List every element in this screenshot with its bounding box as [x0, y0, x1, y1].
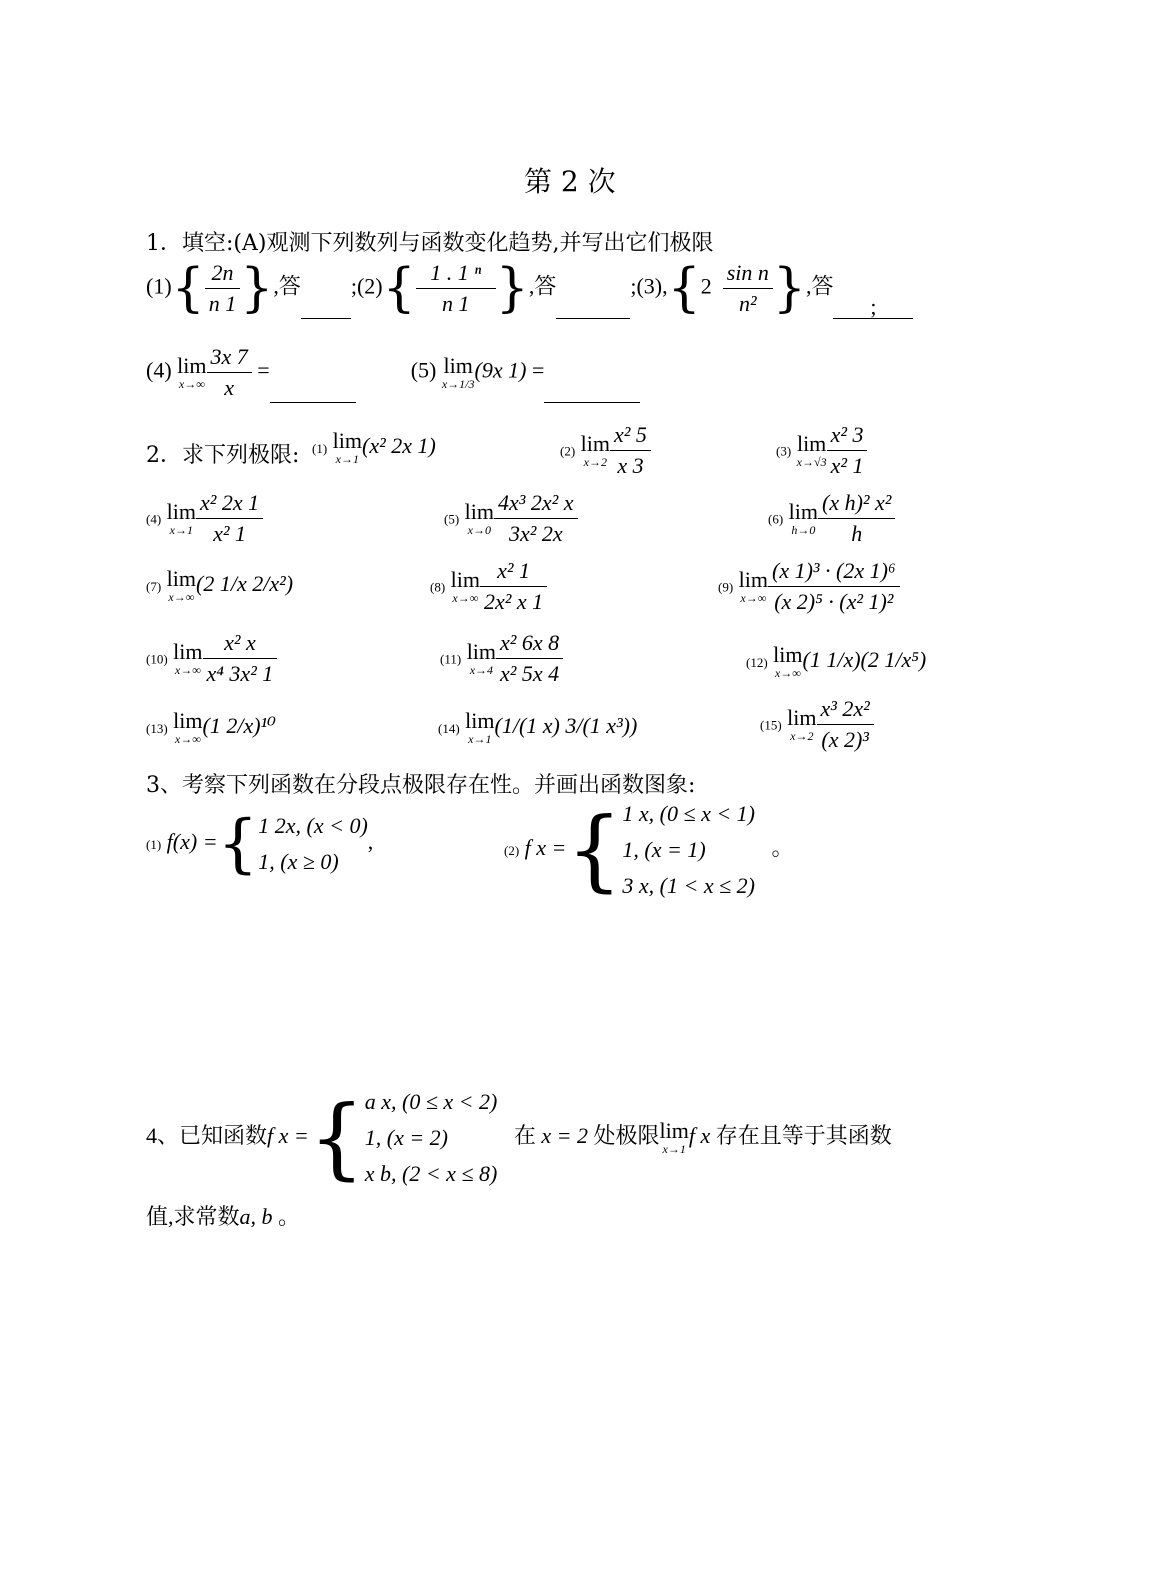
case-row: 3 x, (1 < x ≤ 2)	[622, 873, 756, 898]
punctuation: 。	[278, 1204, 301, 1229]
q1-p3-fraction	[723, 258, 773, 319]
item-fraction	[827, 420, 868, 481]
q2-item-1	[312, 430, 436, 466]
lim-subscript: x→∞	[774, 666, 801, 680]
fraction-denominator: x² 5x 4	[500, 661, 560, 686]
fraction-numerator: 2n	[205, 258, 241, 289]
lim-subscript: x→4	[469, 662, 494, 677]
fraction-denominator: (x 2)⁵ · (x² 1)²	[774, 589, 894, 614]
item-label: (15)	[760, 717, 782, 733]
punctuation: ,	[367, 829, 374, 855]
q4-constants: a, b	[239, 1204, 273, 1229]
lim-text: lim	[166, 498, 197, 524]
answer-label: ,答	[273, 273, 301, 299]
lim-subscript: x→∞	[168, 590, 195, 604]
fraction-denominator: x² 1	[830, 453, 864, 478]
q2-item-11	[440, 628, 563, 689]
item-label: (12)	[746, 655, 768, 671]
item-label: (10)	[146, 651, 168, 667]
lim-text: lim	[788, 498, 819, 524]
item-label: (13)	[146, 721, 168, 737]
item-label: (11)	[440, 651, 462, 667]
q2-item-10	[146, 628, 277, 689]
lim-text: lim	[166, 566, 197, 591]
lim-subscript: x→1	[335, 452, 359, 466]
limit-operator	[465, 710, 494, 746]
left-brace-icon: {	[308, 1086, 365, 1189]
function-lhs: f(x) =	[166, 829, 218, 855]
lim-subscript: x→√3	[796, 454, 827, 469]
item-label: (8)	[430, 579, 446, 595]
lim-subscript: x→∞	[174, 662, 201, 677]
fraction-numerator: 3x 7	[207, 342, 252, 373]
separator: ;(3),	[630, 273, 668, 299]
q4-fx: f x	[688, 1123, 711, 1149]
q4-condition: x = 2	[541, 1123, 588, 1149]
lim-text: lim	[464, 498, 495, 524]
fraction-denominator: x 3	[617, 453, 644, 478]
q1-p2-fraction	[416, 258, 496, 319]
equals-sign: =	[531, 357, 545, 383]
lim-text: lim	[173, 638, 203, 664]
cases-block	[258, 808, 368, 880]
q2-item-13	[146, 710, 276, 746]
fraction-numerator: x² 3	[827, 420, 868, 451]
fraction-denominator: x² 1	[213, 521, 247, 546]
answer-label: ,答	[528, 273, 557, 299]
limit-operator	[464, 498, 495, 537]
lim-text: lim	[659, 1118, 689, 1143]
fraction-numerator: x² 6x 8	[496, 628, 563, 659]
answer-label: ,答	[805, 273, 834, 299]
case-row: 1 x, (0 ≤ x < 1)	[622, 801, 756, 826]
q2-item-9	[718, 556, 900, 617]
item-fraction	[818, 488, 895, 549]
fraction-denominator: n 1	[208, 291, 237, 316]
q2-item-8	[430, 556, 547, 617]
q1-p4-label: (4)	[146, 357, 172, 383]
lim-text: lim	[796, 430, 827, 456]
limit-operator	[167, 568, 196, 604]
lim-text: lim	[332, 428, 363, 453]
lim-subscript: x→∞	[452, 590, 479, 605]
item-fraction	[817, 694, 874, 755]
lim-subscript: x→2	[790, 728, 814, 743]
q4-text: 在	[513, 1123, 536, 1149]
q2-item-4	[146, 488, 263, 549]
left-brace-icon: {	[667, 258, 701, 319]
fraction-numerator: x² x	[203, 628, 278, 659]
item-label: (14)	[438, 721, 460, 737]
fraction-numerator: sin n	[723, 258, 773, 289]
limit-operator	[773, 644, 802, 680]
lim-subscript: x→∞	[178, 376, 205, 391]
question-2-header: 2．求下列极限:	[146, 443, 300, 468]
page-title: 第 2 次	[524, 165, 616, 198]
fraction-numerator: x³ 2x²	[817, 694, 874, 725]
lim-text: lim	[773, 642, 803, 667]
item-expression: (1 1/x)(2 1/x⁵)	[802, 647, 927, 673]
fraction-denominator: n 1	[441, 291, 470, 316]
answer-blank-4[interactable]	[270, 378, 356, 403]
right-brace-icon: }	[772, 258, 806, 319]
left-brace-icon: {	[217, 807, 259, 881]
q4-lead-text: 4、已知函数	[146, 1123, 268, 1149]
lim-text: lim	[465, 708, 495, 733]
fraction-denominator: (x 2)³	[821, 727, 869, 752]
left-brace-icon: {	[566, 798, 623, 901]
right-brace-icon: }	[495, 258, 529, 319]
item-fraction	[203, 628, 278, 689]
q4-text: 存在且等于其函数	[715, 1123, 892, 1149]
limit-operator	[173, 638, 203, 677]
limit-operator	[450, 566, 481, 605]
question-1-line-2	[146, 342, 640, 403]
q1-p4-fraction	[207, 342, 252, 403]
q1-p5-expression: (9x 1)	[474, 357, 527, 383]
item-label: (1)	[146, 837, 162, 853]
lim-subscript: x→1	[169, 522, 193, 537]
item-label: (2)	[560, 443, 576, 459]
limit-operator	[441, 352, 475, 391]
fraction-numerator: x² 1	[480, 556, 547, 587]
q2-item-3	[776, 420, 867, 481]
q2-item-6	[768, 488, 895, 549]
case-row: a x, (0 ≤ x < 2)	[364, 1089, 498, 1114]
lim-text: lim	[738, 566, 769, 592]
limit-operator	[166, 498, 197, 537]
lim-subscript: x→∞	[174, 732, 201, 746]
item-label: (5)	[444, 511, 460, 527]
limit-operator	[333, 430, 362, 466]
fraction-denominator: h	[851, 521, 863, 546]
fraction-numerator: (x 1)³ · (2x 1)⁶	[768, 556, 900, 587]
q2-item-7	[146, 568, 293, 604]
q2-item-2	[560, 420, 651, 481]
item-label: (3)	[776, 443, 792, 459]
semicolon: ;	[870, 294, 877, 319]
item-expression: (1 2/x)¹⁰	[202, 713, 276, 739]
case-row: 1, (x = 2)	[364, 1125, 449, 1150]
lim-text: lim	[466, 638, 497, 664]
item-label: (4)	[146, 511, 162, 527]
lim-subscript: h→0	[791, 522, 816, 537]
item-label: (9)	[718, 579, 734, 595]
lim-subscript: x→1/3	[441, 376, 475, 391]
fraction-denominator: x⁴ 3x² 1	[206, 661, 274, 686]
item-fraction	[496, 628, 563, 689]
q1-p1-label: (1)	[146, 273, 172, 299]
limit-operator	[177, 352, 207, 391]
lim-subscript: x→1	[662, 1142, 686, 1156]
item-expression: (1/(1 x) 3/(1 x³))	[494, 713, 638, 739]
case-row: 1, (x ≥ 0)	[258, 849, 339, 874]
lim-text: lim	[787, 704, 817, 730]
lim-subscript: x→1	[468, 732, 492, 746]
q2-item-15	[760, 694, 874, 755]
lim-text: lim	[173, 708, 203, 733]
case-row: 1, (x = 1)	[622, 837, 706, 862]
item-fraction	[494, 488, 578, 549]
question-1-line-1	[146, 258, 913, 319]
punctuation: 。	[771, 835, 794, 861]
question-4-line-2	[146, 1200, 300, 1231]
fraction-denominator: n²	[738, 291, 757, 316]
answer-blank-5[interactable]	[544, 378, 640, 403]
lim-subscript: x→0	[467, 522, 491, 537]
answer-blank-1[interactable]	[301, 294, 351, 319]
lim-text: lim	[450, 566, 481, 592]
limit-operator	[796, 430, 827, 469]
lim-text: lim	[177, 352, 207, 378]
item-expression: (x² 2x 1)	[362, 433, 436, 459]
item-label: (6)	[768, 511, 784, 527]
cases-block	[622, 796, 755, 904]
left-brace-icon: {	[382, 258, 416, 319]
case-row: x b, (2 < x ≤ 8)	[364, 1161, 498, 1186]
limit-operator	[173, 710, 202, 746]
item-fraction	[610, 420, 651, 481]
item-fraction	[480, 556, 547, 617]
item-label: (7)	[146, 579, 162, 595]
item-fraction	[196, 488, 263, 549]
question-3-header: 3、考察下列函数在分段点极限存在性。并画出函数图象:	[146, 773, 696, 798]
item-fraction	[768, 556, 900, 617]
lim-subscript: x→∞	[740, 590, 767, 605]
case-row: 1 2x, (x < 0)	[258, 813, 368, 838]
fraction-denominator: 3x² 2x	[508, 521, 563, 546]
q1-p1-fraction	[205, 258, 241, 319]
q1-p5-label: (5)	[410, 357, 437, 383]
equals-sign: =	[257, 357, 270, 383]
cases-block	[365, 1084, 498, 1192]
lim-text: lim	[580, 430, 611, 456]
fraction-denominator: x	[224, 375, 235, 400]
question-1-header: 1．填空:(A)观测下列数列与函数变化趋势,并写出它们极限	[146, 231, 714, 256]
function-lhs: f x =	[267, 1123, 309, 1149]
fraction-numerator: (x h)² x²	[818, 488, 895, 519]
fraction-numerator: 1 . 1 ⁿ	[416, 258, 496, 289]
q3-function-1	[146, 808, 373, 880]
item-label: (2)	[504, 843, 520, 859]
q1-p3-lead: 2	[700, 273, 712, 299]
separator: ;(2)	[350, 273, 383, 299]
right-brace-icon: }	[240, 258, 274, 319]
answer-blank-2[interactable]	[556, 294, 630, 319]
q2-item-12	[746, 644, 926, 680]
limit-operator	[738, 566, 769, 605]
q4-text: 值,求常数	[146, 1204, 240, 1229]
lim-text: lim	[443, 352, 473, 378]
left-brace-icon: {	[171, 258, 205, 319]
limit-operator	[466, 638, 497, 677]
answer-blank-3[interactable]	[833, 294, 913, 319]
fraction-numerator: x² 2x 1	[196, 488, 263, 519]
q2-item-5	[444, 488, 578, 549]
function-lhs: f x =	[524, 835, 567, 861]
limit-operator	[788, 498, 819, 537]
fraction-numerator: 4x³ 2x² x	[494, 488, 578, 519]
item-expression: (2 1/x 2/x²)	[196, 571, 294, 597]
limit-operator	[787, 704, 817, 743]
limit-operator	[660, 1120, 689, 1156]
fraction-denominator: 2x² x 1	[484, 589, 544, 614]
item-label: (1)	[312, 441, 328, 457]
lim-subscript: x→2	[583, 454, 607, 469]
question-4	[146, 1084, 892, 1192]
limit-operator	[580, 430, 611, 469]
q4-text: 处极限	[593, 1123, 660, 1149]
fraction-numerator: x² 5	[610, 420, 651, 451]
q2-item-14	[438, 710, 637, 746]
q3-function-2	[504, 796, 794, 904]
